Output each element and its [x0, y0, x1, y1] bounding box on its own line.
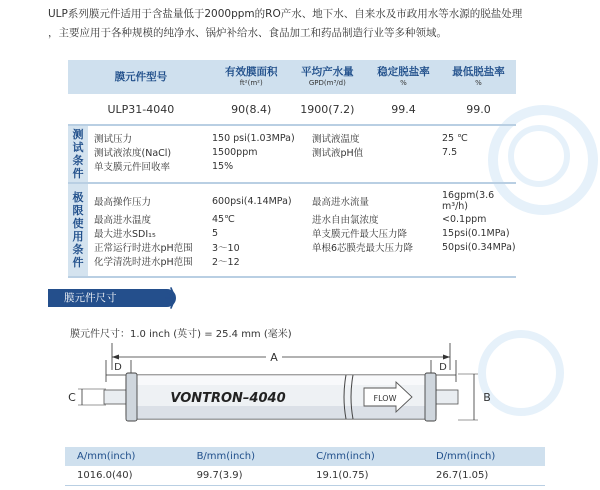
- dimension-c-label: C: [68, 391, 76, 404]
- dimension-header-row: [65, 447, 545, 466]
- dimension-table: [65, 447, 545, 486]
- dimension-header-a: A/mm(inch): [65, 447, 185, 466]
- dimension-b-label: B: [483, 391, 491, 404]
- dimension-note: 膜元件尺寸：1.0 inch (英寸) = 25.4 mm (毫米): [70, 329, 292, 340]
- spec-flow-value: 1900(7.2): [289, 94, 366, 125]
- dimension-d-right-label: D: [439, 362, 447, 373]
- spec-value-row: [68, 94, 516, 125]
- limits-grid: [88, 190, 516, 268]
- dimension-d-left-label: D: [114, 362, 122, 373]
- section-title-bar: [48, 289, 176, 307]
- limits-grid-row: [88, 212, 516, 226]
- test-label: 单支膜元件回收率: [94, 162, 171, 173]
- limit-value: <0.1ppm: [442, 213, 487, 225]
- test-label: 测试液浓度(NaCl): [94, 148, 172, 159]
- limit-value: [442, 254, 516, 268]
- dimension-value-row: [65, 466, 545, 486]
- spec-stable-value: 99.4: [366, 94, 441, 125]
- test-value: [442, 159, 516, 173]
- intro-line-2: ，主要应用于各种规模的纯净水、锅炉补给水、食品加工和药品制造行业等多种领域。: [48, 27, 447, 39]
- limit-label: [312, 254, 442, 268]
- limit-label: 最大进水SDI₁₅: [94, 229, 156, 240]
- spec-header-flow: 平均产水量 GPD(m³/d): [289, 60, 366, 94]
- spec-header-row: [68, 60, 516, 94]
- test-value: 7.5: [442, 146, 458, 158]
- test-value: 1500ppm: [212, 146, 258, 158]
- test-label: 测试液温度: [312, 134, 360, 145]
- limits-label: 极 限 使 用 条 件: [68, 183, 88, 277]
- decorative-ring-inner: [508, 125, 570, 187]
- dimension-a-arrow-left: [112, 355, 119, 360]
- end-cap-right: [425, 373, 436, 421]
- limit-value: 45℃: [212, 213, 235, 225]
- spec-min-value: 99.0: [441, 94, 516, 125]
- limits-grid-row: [88, 226, 516, 240]
- dimension-header-b: B/mm(inch): [185, 447, 305, 466]
- membrane-shadow: [126, 406, 436, 419]
- test-label: 测试压力: [94, 134, 133, 145]
- limit-value: 2～12: [212, 257, 240, 268]
- test-value: 150 psi(1.03MPa): [212, 132, 295, 144]
- limit-value: 50psi(0.34MPa): [442, 241, 516, 253]
- dimension-a-arrow-right: [443, 355, 450, 360]
- dimension-value-b: 99.7(3.9): [185, 466, 305, 486]
- spec-table: [68, 60, 516, 278]
- dimension-value-d: 26.7(1.05): [424, 466, 545, 486]
- limit-value: 600psi(4.14MPa): [212, 195, 292, 207]
- limit-label: 单支膜元件最大压力降: [312, 229, 408, 240]
- section-title: 膜元件尺寸: [64, 292, 117, 304]
- membrane-highlight: [126, 375, 436, 385]
- limits-grid-row: [88, 240, 516, 254]
- test-conditions-label: 测 试 条 件: [68, 125, 88, 183]
- test-row: [88, 131, 516, 145]
- end-cap-left: [126, 373, 137, 421]
- spec-model-value: ULP31-4040: [68, 94, 214, 125]
- test-label: [312, 159, 442, 173]
- test-conditions-row: [68, 125, 516, 183]
- limit-value: 15psi(0.1MPa): [442, 227, 510, 239]
- limit-label: 最高进水流量: [312, 197, 370, 208]
- limit-label: 最高操作压力: [94, 197, 152, 208]
- limit-label: 最高进水温度: [94, 215, 152, 226]
- brand-label: VONTRON–4040: [170, 391, 286, 406]
- spec-area-value: 90(8.4): [214, 94, 289, 125]
- test-conditions-grid: [88, 131, 516, 173]
- dimension-header-c: C/mm(inch): [304, 447, 424, 466]
- test-label: 测试液pH值: [312, 148, 364, 159]
- limit-value: 16gpm(3.6 m³/h): [442, 190, 495, 212]
- dimension-a-label: A: [270, 351, 278, 364]
- test-value: 15%: [212, 160, 234, 172]
- limit-value: 5: [212, 227, 219, 239]
- intro-line-1: ULP系列膜元件适用于含盐量低于2000ppm的RO产水、地下水、自来水及市政用水等水源的脱盐处理: [48, 8, 523, 20]
- dimension-value-a: 1016.0(40): [65, 466, 185, 486]
- limits-grid-row: [88, 254, 516, 268]
- dimension-header-d: D/mm(inch): [424, 447, 545, 466]
- test-row: [88, 159, 516, 173]
- limit-label: 进水自由氯浓度: [312, 215, 379, 226]
- test-value: 25 ℃: [442, 132, 468, 144]
- limits-grid-row: [88, 190, 516, 212]
- spec-header-min-rejection: 最低脱盐率 %: [441, 60, 516, 94]
- spec-header-stable-rejection: 稳定脱盐率 %: [366, 60, 441, 94]
- flow-label: FLOW: [373, 394, 397, 403]
- limit-value: 3～10: [212, 243, 240, 254]
- membrane-diagram: [60, 338, 500, 440]
- limit-label: 正常运行时进水pH范围: [94, 243, 193, 254]
- spec-header-model: 膜元件型号: [68, 60, 214, 94]
- test-row: [88, 145, 516, 159]
- spec-header-area: 有效膜面积 ft²(m²): [214, 60, 289, 94]
- limit-label: 化学清洗时进水pH范围: [94, 257, 193, 268]
- intro-paragraph: [48, 5, 588, 43]
- starburst-icon: [162, 286, 188, 310]
- limits-row: [68, 183, 516, 277]
- limit-label: 单根6芯膜壳最大压力降: [312, 243, 414, 254]
- dimension-value-c: 19.1(0.75): [304, 466, 424, 486]
